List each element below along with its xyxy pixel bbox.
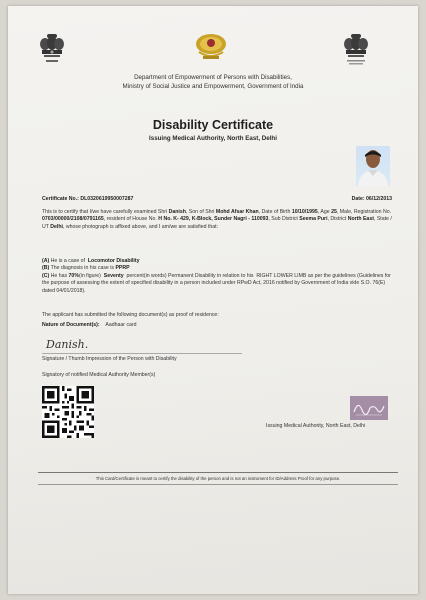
applicant-photo bbox=[356, 146, 390, 186]
state: Delhi bbox=[50, 223, 63, 230]
body-text: This is to certify that I/we have carefully examined Shri bbox=[42, 209, 168, 215]
finding-text: (in figure) bbox=[78, 272, 101, 279]
documents-line bbox=[42, 322, 392, 329]
issue-date: 06/12/2013 bbox=[366, 196, 392, 202]
national-emblem-left-icon bbox=[38, 32, 66, 68]
issuer-signature-icon bbox=[350, 396, 388, 420]
certification-paragraph bbox=[42, 209, 392, 231]
findings-list bbox=[42, 258, 392, 295]
finding-text: He is a case of bbox=[50, 258, 85, 264]
certificate-number-label: Certificate No.: bbox=[42, 196, 79, 202]
authority-signature-caption: Signatory of notified Medical Authority Member(s) bbox=[42, 372, 156, 378]
body-text: , State / UT bbox=[42, 216, 392, 230]
age: 25 bbox=[331, 209, 337, 215]
body-text: , Age bbox=[317, 209, 330, 215]
affected-body-part: RIGHT LOWER LIMB bbox=[256, 272, 307, 279]
department-logo-icon bbox=[194, 30, 228, 64]
finding-b bbox=[42, 265, 392, 272]
applicant-signature-caption: Signature / Thumb Impression of the Person with Disability bbox=[42, 356, 177, 362]
documents-intro: The applicant has submitted the following document(s) as proof of residence: bbox=[42, 312, 219, 318]
body-text: , Male, Registration No. bbox=[336, 209, 392, 215]
finding-c bbox=[42, 273, 392, 295]
body-text: , resident of House No. bbox=[103, 216, 157, 223]
national-emblem-right-icon bbox=[342, 32, 370, 68]
certificate-subtitle: Issuing Medical Authority, North East, Delhi bbox=[149, 135, 277, 142]
finding-text: as per the guidelines (Guidelines for the purpose of assessing the extent of specified disability in a person included under RPwD Act, 2016 notified by Government of India vide S.O. 76(E) dated 04/01/2018). bbox=[42, 272, 391, 294]
finding-label: (B) bbox=[42, 265, 50, 272]
registration-number: 0703/00000/2108/0791165 bbox=[42, 216, 104, 223]
district: North East bbox=[347, 216, 374, 223]
sub-district: Seema Puri bbox=[299, 216, 328, 223]
father-name: Mohd Afsar Khan bbox=[215, 209, 259, 215]
signature-rule bbox=[42, 353, 242, 354]
finding-text: The diagnosis in his case is bbox=[50, 265, 114, 272]
certificate-number-line bbox=[42, 196, 392, 203]
disability-type: Locomotor Disability bbox=[87, 258, 140, 264]
certificate-sheet bbox=[8, 6, 418, 594]
finding-label: (C) bbox=[42, 272, 50, 279]
nature-of-document-label: Nature of Document(s): bbox=[42, 322, 100, 328]
finding-text: percent(in words) Permanent Disability in relation to his bbox=[126, 272, 254, 279]
issuing-authority: Issuing Medical Authority, North East, Delhi bbox=[266, 423, 366, 429]
date-of-birth: 10/10/1995 bbox=[291, 209, 318, 215]
body-text: , Sub District bbox=[268, 216, 298, 223]
house-address: H No. K- 429, K-Block, Sunder Nagri - 110093 bbox=[158, 216, 269, 223]
diagnosis: PPRP bbox=[115, 265, 130, 272]
certificate-title: Disability Certificate bbox=[152, 118, 274, 132]
body-text: , District bbox=[327, 216, 347, 223]
qr-code-icon bbox=[42, 386, 94, 438]
footer-note: This Card/Certificate is meant to certify the disability of the person and is not an instrument for ID/Address Proof for any purpose. bbox=[95, 476, 341, 481]
certificate-number: DL0320619950007287 bbox=[80, 196, 134, 202]
footer-divider bbox=[38, 484, 398, 485]
finding-label: (A) bbox=[42, 258, 50, 264]
disability-percent: 70% bbox=[68, 272, 79, 279]
disability-percent-words: Seventy bbox=[103, 272, 124, 279]
footer-divider bbox=[38, 472, 398, 473]
department-line-2: Ministry of Social Justice and Empowerment, Government of India bbox=[122, 83, 304, 90]
applicant-signature: Danish. bbox=[46, 338, 89, 351]
body-text: , whose photograph is affixed above, and I am/we are satisfied that: bbox=[62, 223, 219, 230]
nature-of-document-value: Aadhaar card bbox=[105, 322, 137, 328]
finding-text: He has bbox=[50, 272, 68, 279]
applicant-name: Danish bbox=[168, 209, 186, 215]
body-text: , Date of Birth bbox=[258, 209, 291, 215]
date-label: Date: bbox=[351, 196, 365, 202]
finding-a bbox=[42, 258, 392, 265]
department-line-1: Department of Empowerment of Persons with Disabilities, bbox=[134, 74, 292, 81]
body-text: , Son of Shri bbox=[185, 209, 215, 215]
